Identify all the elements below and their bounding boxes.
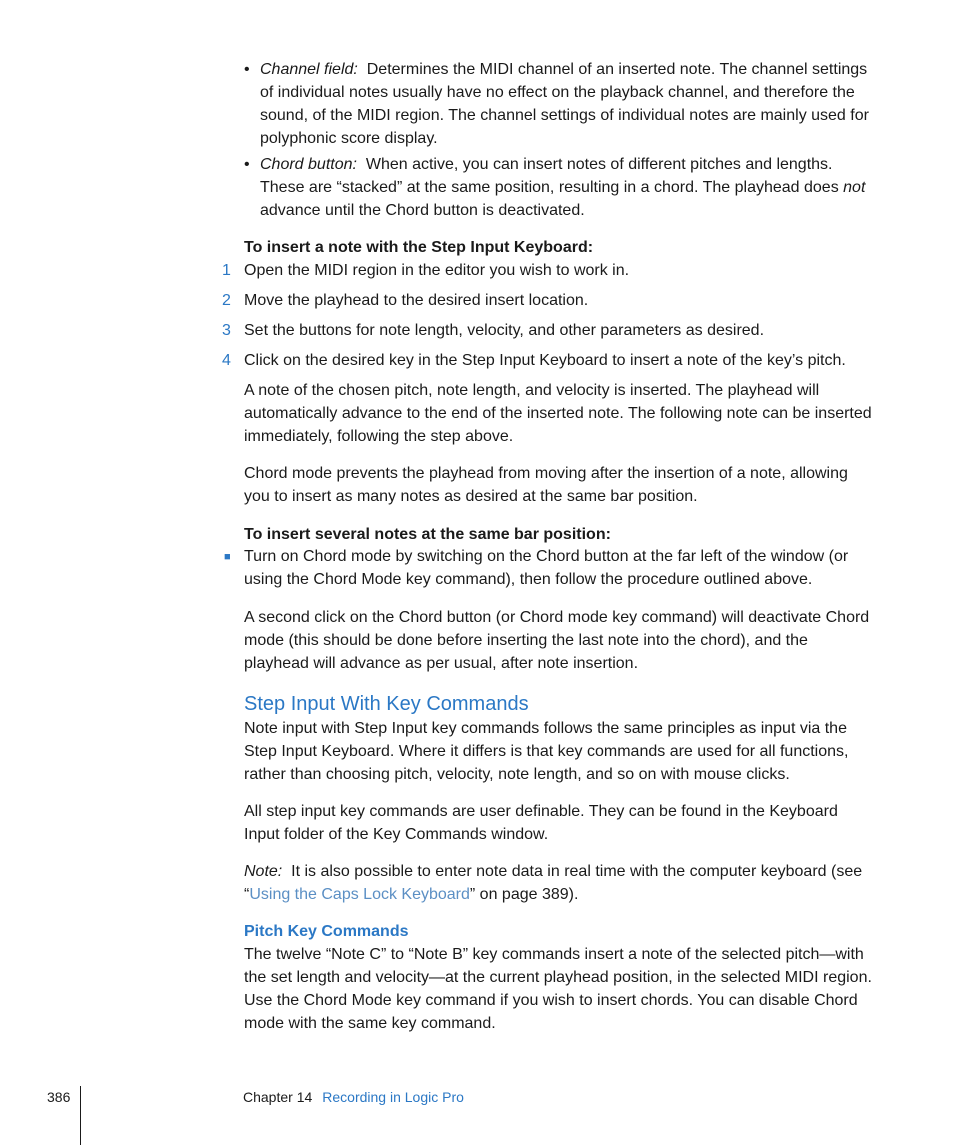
chapter-title-link[interactable]: Recording in Logic Pro — [322, 1089, 464, 1105]
task-lead-1: To insert a note with the Step Input Keyboard: — [244, 239, 594, 256]
step-text: Click on the desired key in the Step Input Keyboard to insert a note of the key’s pitch. — [244, 352, 846, 369]
footer-chapter — [243, 1086, 464, 1109]
step-1 — [222, 259, 882, 282]
body-paragraph: A note of the chosen pitch, note length, and velocity is inserted. The playhead will automatically advance to the end of the inserted note. The following note can be inserted immediately, following the step above. — [244, 382, 872, 445]
bullet-dot: • — [244, 156, 250, 173]
body-paragraph: Note input with Step Input key commands follows the same principles as input via the Step Input Keyboard. Where it differs is that key commands are used for all functions, rather than choosing pitch, velocity, note length, and so on with mouse clicks. — [244, 720, 849, 783]
cross-reference-link[interactable]: Using the Caps Lock Keyboard — [249, 886, 470, 903]
footer-divider — [80, 1086, 81, 1145]
note-label: Note: — [244, 863, 283, 880]
step-number: 2 — [222, 292, 231, 309]
step-text: Set the buttons for note length, velocity, and other parameters as desired. — [244, 322, 765, 339]
note-text: It is also possible to enter note data in real time with the computer keyboard (see “ — [244, 863, 863, 903]
step-number: 4 — [222, 352, 231, 369]
bullet-chord-button — [244, 153, 874, 222]
bullet-text: Determines the MIDI channel of an inserted note. The channel settings of individual notes usually have no effect on the playback channel, and therefore the sound, of the MIDI region. The channel settings of individual notes are mainly used for polyphonic score display. — [260, 61, 869, 147]
body-paragraph: Chord mode prevents the playhead from moving after the insertion of a note, allowing you to insert as many notes as desired at the same bar position. — [244, 465, 848, 505]
bullet-text-after: advance until the Chord button is deactivated. — [260, 202, 585, 219]
note-paragraph — [244, 860, 874, 906]
body-paragraph: All step input key commands are user definable. They can be found in the Keyboard Input folder of the Key Commands window. — [244, 803, 838, 843]
bullet-text: When active, you can insert notes of different pitches and lengths. These are “stacked” at the same position, resulting in a chord. The playhead does — [260, 156, 839, 196]
note-text-after: ” on page 389). — [469, 886, 579, 903]
chapter-label: Chapter 14 — [243, 1089, 313, 1105]
body-paragraph: A second click on the Chord button (or Chord mode key command) will deactivate Chord mode (this should be done before inserting the last note into the chord), and the playhead will advance as per usual, after note insertion. — [244, 609, 870, 672]
step-2 — [222, 289, 882, 312]
section-heading: Step Input With Key Commands — [244, 693, 529, 715]
step-text: Move the playhead to the desired insert location. — [244, 292, 589, 309]
step-3 — [222, 319, 882, 342]
bullet-channel-field — [244, 58, 874, 150]
bullet-label: Channel field: — [260, 61, 358, 78]
task-lead-2: To insert several notes at the same bar position: — [244, 526, 611, 543]
step-number: 3 — [222, 322, 231, 339]
bullet-dot: • — [244, 61, 250, 78]
step-text: Open the MIDI region in the editor you wish to work in. — [244, 262, 630, 279]
step-number: 1 — [222, 262, 231, 279]
square-bullet-icon: ■ — [224, 551, 231, 563]
bullet-label: Chord button: — [260, 156, 357, 173]
body-paragraph: The twelve “Note C” to “Note B” key commands insert a note of the selected pitch—with the set length and velocity—at the current playhead position, in the selected MIDI region. Use the Chord Mode key command if you wish to insert chords. You can disable Chord mode with the same key command. — [244, 946, 872, 1032]
page-number: 386 — [47, 1089, 71, 1105]
step-4 — [222, 349, 882, 372]
subsection-heading: Pitch Key Commands — [244, 923, 409, 940]
task-bullet-text: Turn on Chord mode by switching on the Chord button at the far left of the window (or using the Chord Mode key command), then follow the procedure outlined above. — [244, 548, 849, 588]
bullet-emphasis: not — [843, 179, 866, 196]
